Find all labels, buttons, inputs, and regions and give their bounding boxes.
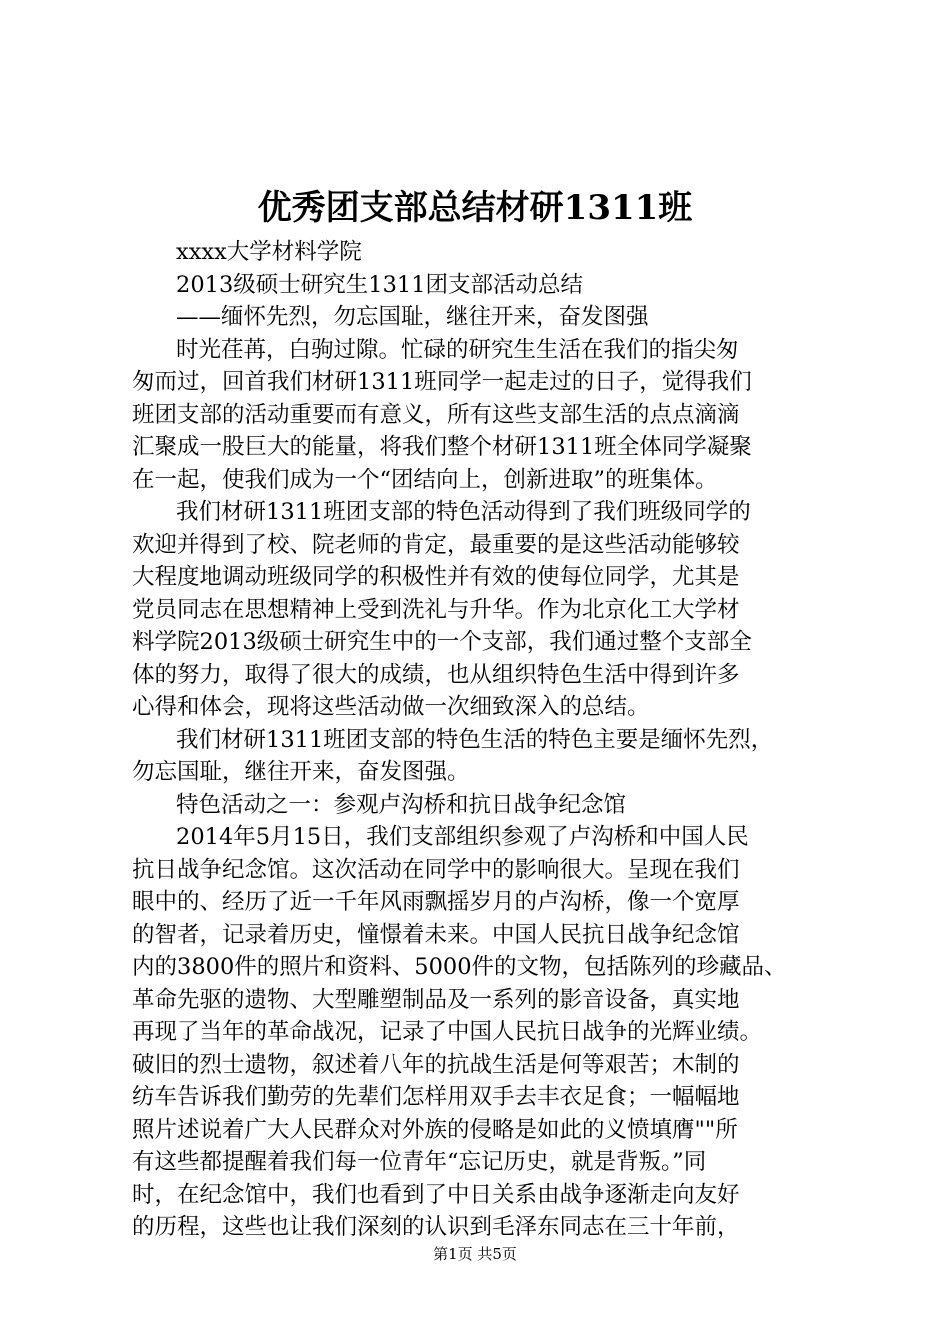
text-line: xxxx大学材料学院 <box>176 239 362 265</box>
text-line: 2013级硕士研究生1311团支部活动总结 <box>176 271 584 298</box>
text-line: 我们材研1311班团支部的特色活动得到了我们班级同学的 <box>176 499 751 525</box>
text-line: 大程度地调动班级同学的积极性并有效的使每位同学，尤其是 <box>132 564 740 590</box>
document-body <box>132 236 832 1244</box>
text-line: 纺车告诉我们勤劳的先辈们怎样用双手去丰衣足食；一幅幅地 <box>132 1084 740 1110</box>
text-line: 有这些都提醒着我们每一位青年“忘记历史，就是背叛。”同 <box>132 1149 707 1175</box>
text-line: 破旧的烈士遗物，叙述着八年的抗战生活是何等艰苦；木制的 <box>132 1051 740 1078</box>
text-line: 时光荏苒，白驹过隙。忙碌的研究生生活在我们的指尖匆 <box>176 336 739 363</box>
text-line: 在一起，使我们成为一个“团结向上，创新进取”的班集体。 <box>132 466 718 493</box>
text-line: 革命先驱的遗物、大型雕塑制品及一系列的影音设备，真实地 <box>132 986 740 1013</box>
text-line: 内的3800件的照片和资料、5000件的文物，包括陈列的珍藏品、 <box>132 954 787 980</box>
text-line: 的智者，记录着历史，憧憬着未来。中国人民抗日战争纪念馆 <box>132 921 740 948</box>
text-line: 的历程，这些也让我们深刻的认识到毛泽东同志在三十年前， <box>132 1214 740 1240</box>
text-line: 照片述说着广大人民群众对外族的侵略是如此的义愤填膺""所 <box>132 1116 738 1143</box>
text-line: 党员同志在思想精神上受到洗礼与升华。作为北京化工大学材 <box>132 596 740 623</box>
text-line: 心得和体会，现将这些活动做一次细致深入的总结。 <box>132 694 650 720</box>
text-line: 我们材研1311班团支部的特色生活的特色主要是缅怀先烈， <box>176 726 774 753</box>
text-line: 欢迎并得到了校、院老师的肯定，最重要的是这些活动能够较 <box>132 531 740 558</box>
page-number-footer: 第1页 共5页 <box>433 1245 517 1263</box>
text-line: 2014年5月15日，我们支部组织参观了卢沟桥和中国人民 <box>176 824 749 850</box>
text-line: 时，在纪念馆中，我们也看到了中日关系由战争逐渐走向友好 <box>132 1181 740 1208</box>
text-line: 料学院2013级硕士研究生中的一个支部，我们通过整个支部全 <box>132 629 752 655</box>
text-line: 班团支部的活动重要而有意义，所有这些支部生活的点点滴滴 <box>132 401 740 428</box>
text-line: 勿忘国耻，继往开来，奋发图强。 <box>132 759 470 785</box>
text-line: 眼中的、经历了近一千年风雨飘摇岁月的卢沟桥，像一个宽厚 <box>132 889 740 915</box>
section-heading: 特色活动之一：参观卢沟桥和抗日战争纪念馆 <box>176 791 627 818</box>
text-line: ——缅怀先烈，勿忘国耻，继往开来，奋发图强 <box>176 304 649 330</box>
document-title: 优秀团支部总结材研1311班 <box>257 188 693 228</box>
text-line: 抗日战争纪念馆。这次活动在同学中的影响很大。呈现在我们 <box>132 856 740 883</box>
text-line: 汇聚成一股巨大的能量，将我们整个材研1311班全体同学凝聚 <box>132 434 752 460</box>
text-line: 匆而过，回首我们材研1311班同学一起走过的日子，觉得我们 <box>132 369 752 395</box>
text-line: 体的努力，取得了很大的成绩，也从组织特色生活中得到许多 <box>132 661 740 688</box>
text-line: 再现了当年的革命战况，记录了中国人民抗日战争的光辉业绩。 <box>132 1019 763 1045</box>
